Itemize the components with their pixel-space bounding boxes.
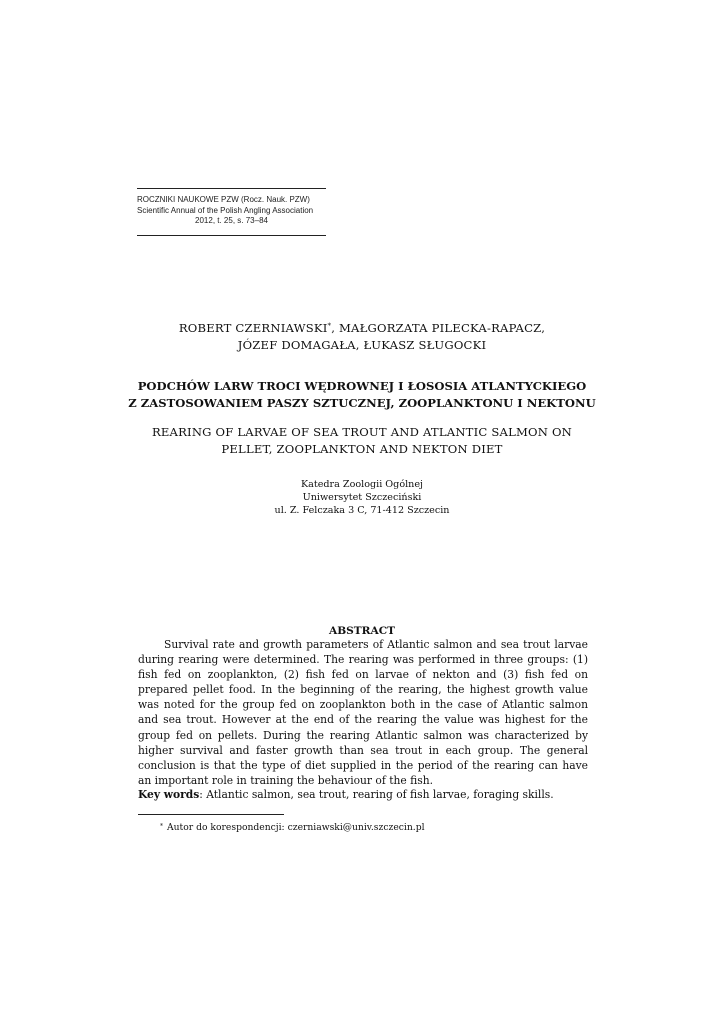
authors-rest: , MAŁGORZATA PILECKA-RAPACZ, (331, 321, 546, 335)
authors-line-1 (0, 320, 724, 337)
title-english (0, 424, 724, 458)
affiliation-university: Uniwersytet Szczeciński (302, 492, 422, 503)
abstract-body (138, 637, 588, 788)
affiliation-department: Katedra Zoologii Ogólnej (301, 479, 423, 490)
journal-title-pl: ROCZNIKI NAUKOWE PZW (Rocz. Nauk. PZW) (137, 195, 310, 204)
keywords-label: Key words (138, 788, 200, 801)
title-english-line-1: REARING OF LARVAE OF SEA TROUT AND ATLANTIC SALMON ON (151, 425, 573, 439)
authors (0, 320, 724, 354)
corresponding-mark: * (327, 322, 332, 330)
abstract-heading: ABSTRACT (328, 625, 396, 637)
title-polish-line-2: Z ZASTOSOWANIEM PASZY SZTUCZNEJ, ZOOPLANKTONU I NEKTONU (128, 396, 596, 410)
title-polish (0, 378, 724, 412)
footnote-text: Autor do korespondencji: czerniawski@univ.szczecin.pl (167, 822, 425, 833)
footnote-divider (138, 814, 284, 815)
footnote-mark: * (160, 823, 163, 830)
journal-title-en: Scientific Annual of the Polish Angling Association (137, 205, 314, 215)
title-polish-line-1: PODCHÓW LARW TROCI WĘDROWNEJ I ŁOSOSIA ATLANTYCKIEGO (137, 379, 587, 393)
affiliation (0, 478, 724, 517)
authors-line-2: JÓZEF DOMAGAŁA, ŁUKASZ SŁUGOCKI (237, 338, 487, 352)
author-main: ROBERT CZERNIAWSKI (178, 321, 328, 335)
affiliation-address: ul. Z. Felczaka 3 C, 71-412 Szczecin (274, 505, 450, 516)
journal-header (137, 188, 326, 236)
keywords (138, 787, 588, 802)
title-english-line-2: PELLET, ZOOPLANKTON AND NEKTON DIET (221, 442, 503, 456)
journal-volume: 2012, t. 25, s. 73–84 (195, 216, 268, 225)
footnote (160, 821, 425, 834)
keywords-text: : Atlantic salmon, sea trout, rearing of fish larvae, foraging skills. (199, 788, 554, 801)
abstract-text: Survival rate and growth parameters of Atlantic salmon and sea trout larvae during rearing were determined. The rearing was performed in three groups: (1) fish fed on zooplankton, (2) fish fed on larvae of nekton and (3) fish fed on prepared pellet food. In the beginning of the rearing, the highest growth value was noted for the group fed on zooplankton both in the case of Atlantic salmon and sea trout. However at the end of the rearing the value was highest for the group fed on pellets. During the rearing Atlantic salmon was characterized by higher survival and faster growth than sea trout in each group. The general conclusion is that the type of diet supplied in the period of the rearing can have an important role in training the behaviour of the fish. (138, 638, 588, 787)
